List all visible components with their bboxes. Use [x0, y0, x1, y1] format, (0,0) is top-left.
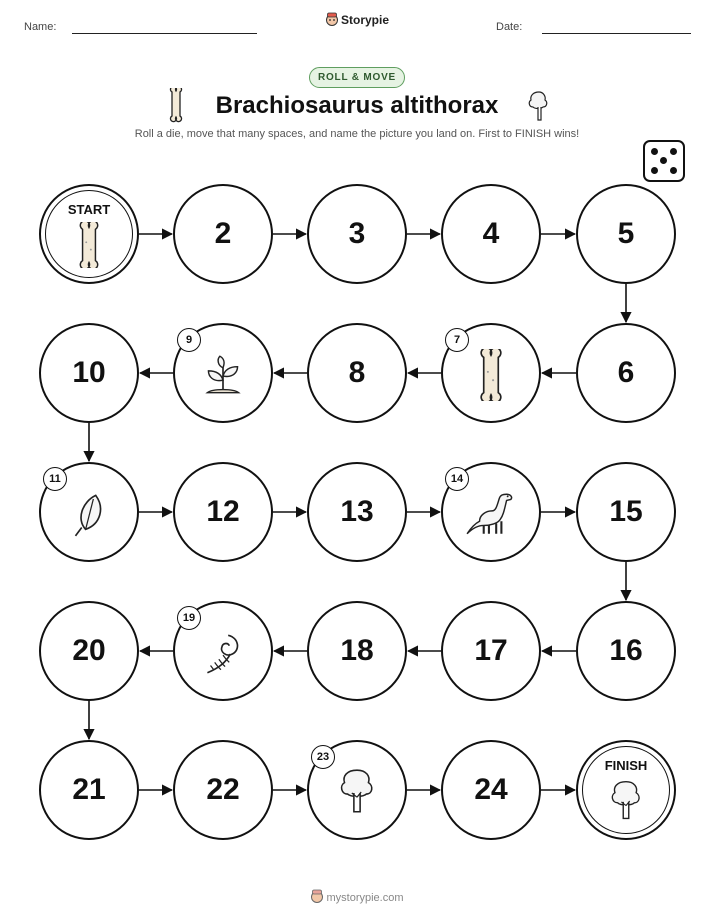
space-number: 18	[340, 634, 374, 667]
board-space	[441, 184, 541, 284]
board-space	[173, 184, 273, 284]
space-number: 10	[72, 356, 106, 389]
space-number: 22	[206, 773, 240, 806]
board-space	[576, 184, 676, 284]
dinosaur-icon	[465, 488, 517, 540]
space-number: 2	[214, 217, 232, 250]
instructions: Roll a die, move that many spaces, and name the picture you land on. First to FINISH wins!	[134, 128, 580, 140]
board-space	[307, 323, 407, 423]
sprout-icon	[197, 349, 249, 401]
space-number: 6	[617, 356, 635, 389]
finish-space	[576, 740, 676, 840]
bone-icon	[66, 222, 112, 268]
name-label: Name:	[24, 21, 57, 33]
start-label: START	[67, 202, 111, 217]
board-space	[307, 601, 407, 701]
tree-icon	[603, 778, 649, 824]
board-space	[39, 323, 139, 423]
board-space	[173, 462, 273, 562]
board-space	[441, 323, 541, 423]
space-number: 15	[609, 495, 643, 528]
space-number-badge: 23	[311, 745, 335, 769]
board-space	[307, 184, 407, 284]
finish-label: FINISH	[604, 758, 648, 773]
space-number: 8	[348, 356, 366, 389]
tree-icon	[331, 766, 383, 818]
space-number: 4	[482, 217, 500, 250]
space-number-badge: 11	[43, 467, 67, 491]
board-space	[173, 740, 273, 840]
space-number: 16	[609, 634, 643, 667]
board-space	[441, 740, 541, 840]
start-space	[39, 184, 139, 284]
board-space	[307, 740, 407, 840]
leaf-icon	[63, 488, 115, 540]
board-space	[173, 601, 273, 701]
space-number: 21	[72, 773, 106, 806]
fern-icon	[197, 627, 249, 679]
page-title: Brachiosaurus altithorax	[215, 92, 499, 119]
space-number: 24	[474, 773, 508, 806]
board-space	[173, 323, 273, 423]
brand-name: Storypie	[340, 13, 389, 27]
space-number-badge: 14	[445, 467, 469, 491]
board-space	[307, 462, 407, 562]
space-number-badge: 9	[177, 328, 201, 352]
space-number: 5	[617, 217, 635, 250]
space-number: 17	[474, 634, 508, 667]
board-space	[441, 601, 541, 701]
board-space	[39, 740, 139, 840]
footer	[0, 889, 714, 907]
space-number-badge: 7	[445, 328, 469, 352]
bone-icon	[465, 349, 517, 401]
space-number: 12	[206, 495, 240, 528]
board-space	[39, 601, 139, 701]
space-number: 20	[72, 634, 106, 667]
date-label: Date:	[496, 21, 523, 33]
activity-tag: ROLL & MOVE	[309, 67, 405, 88]
board-space	[576, 462, 676, 562]
storypie-logo-icon	[310, 889, 324, 907]
space-number: 13	[340, 495, 374, 528]
space-number-badge: 19	[177, 606, 201, 630]
footer-url: mystorypie.com	[326, 892, 404, 904]
board-space	[39, 462, 139, 562]
board-space	[441, 462, 541, 562]
space-number: 3	[348, 217, 366, 250]
board-space	[576, 323, 676, 423]
board-space	[576, 601, 676, 701]
